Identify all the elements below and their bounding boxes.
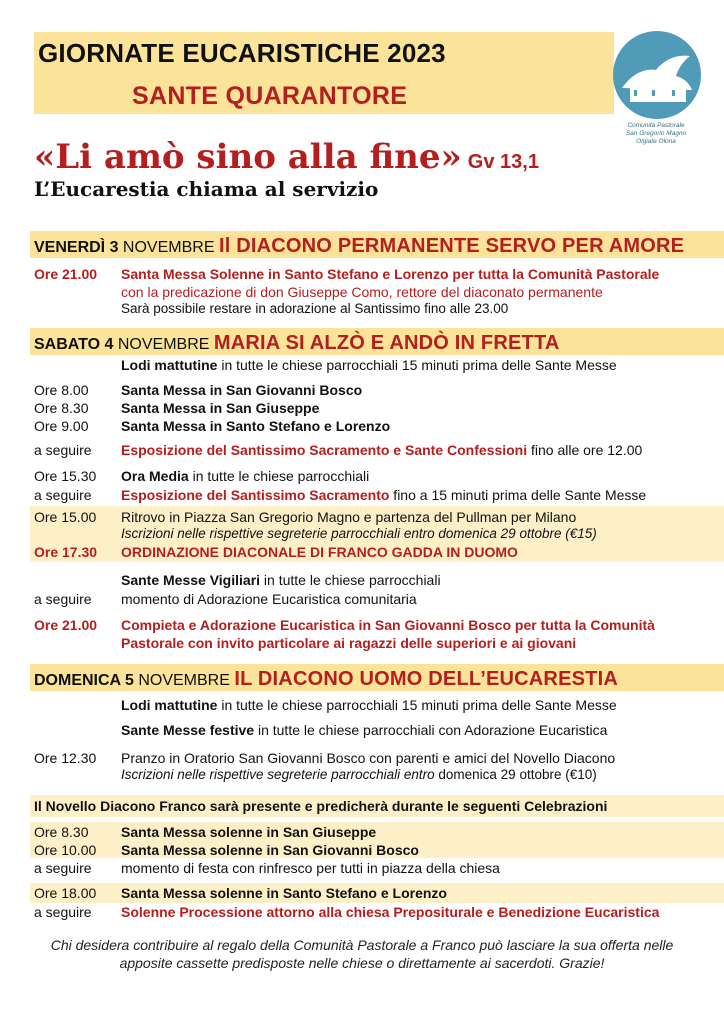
page-title: GIORNATE EUCARISTICHE 2023 bbox=[38, 38, 446, 68]
day-header-sunday: DOMENICA 5 NOVEMBRE IL DIACONO UOMO DELL’EUCARESTIA bbox=[34, 668, 618, 690]
donation-note: Chi desidera contribuire al regalo della Comunità Pastorale a Franco può lasciare la sua offerta nelle apposite cassette predisposte nelle chiese o direttamente ai sacerdoti. Grazie! bbox=[50, 937, 674, 971]
page-subtitle: SANTE QUARANTORE bbox=[132, 82, 408, 110]
day-header-friday: VENERDÌ 3 NOVEMBRE Il DIACONO PERMANENTE SERVO PER AMORE bbox=[34, 235, 685, 257]
logo-caption: Comunità Pastorale San Gregorio Magno Olgiate Olona bbox=[625, 122, 687, 145]
motto: «Li amò sino alla fine» Gv 13,1 bbox=[34, 137, 539, 177]
community-logo-icon bbox=[612, 30, 702, 120]
day-header-saturday: SABATO 4 NOVEMBRE MARIA SI ALZÒ E ANDÒ IN FRETTA bbox=[34, 332, 560, 354]
motto-reference: Gv 13,1 bbox=[467, 151, 539, 173]
theme-subtitle: L’Eucarestia chiama al servizio bbox=[34, 177, 379, 201]
novello-announcement: Il Novello Diacono Franco sarà presente e predicherà durante le seguenti Celebrazioni bbox=[34, 798, 608, 814]
